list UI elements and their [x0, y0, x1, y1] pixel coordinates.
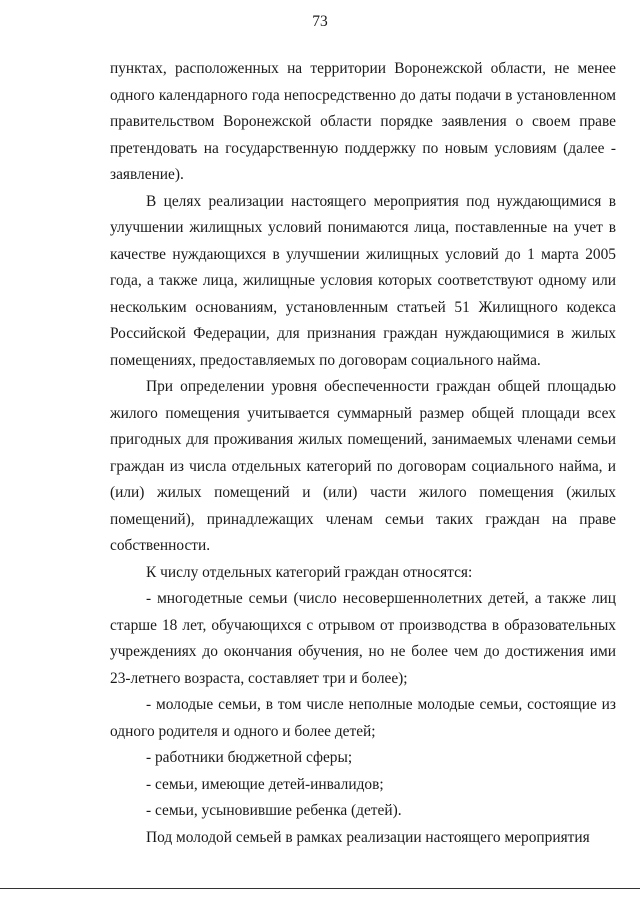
paragraph-young-family-definition: Под молодой семьей в рамках реализации настоящего мероприятия	[146, 828, 590, 846]
list-item-young-families: - молодые семьи, в том числе неполные молодые семьи, состоящие из одного родителя и одного и более детей;	[110, 696, 616, 740]
paragraph-continuation: пунктах, расположенных на территории Воронежской области, не менее одного календарного года непосредственно до даты подачи в установленном правительством Воронежской области порядке заявления о своем праве претендовать на государственную поддержку по новым условиям (далее - заявление).	[110, 60, 616, 183]
page-number: 73	[312, 13, 328, 30]
paragraph-needy-definition: В целях реализации настоящего мероприятия под нуждающимися в улучшении жилищных условий понимаются лица, поставленные на учет в качестве нуждающихся в улучшении жилищных условий до 1 марта 2005 года, а также лица, жилищные условия которых соответствуют одному или нескольким основаниям, установленным статьей 51 Жилищного кодекса Российской Федерации, для признания граждан нуждающимися в жилых помещениях, предоставляемых по договорам социального найма.	[110, 192, 616, 369]
paragraph-categories-intro: К числу отдельных категорий граждан относятся:	[146, 563, 473, 581]
bottom-rule	[0, 888, 640, 889]
list-item-adoptive-families: - семьи, усыновившие ребенка (детей).	[146, 802, 402, 819]
paragraph-area-calculation: При определении уровня обеспеченности граждан общей площадью жилого помещения учитывается суммарный размер общей площади всех пригодных для проживания жилых помещений, занимаемых членами семьи граждан из числа отдельных категорий по договорам социального найма, и (или) жилых помещений и (или) части жилого помещения (жилых помещений), принадлежащих членам семьи таких граждан на праве собственности.	[110, 378, 616, 554]
list-item-public-sector-workers: - работники бюджетной сферы;	[146, 749, 353, 766]
list-item-large-families: - многодетные семьи (число несовершеннолетних детей, а также лиц старше 18 лет, обучающихся с отрывом от производства в образовательных учреждениях до окончания обучения, но не более чем до достижения ими 23-летнего возраста, составляет три и более);	[110, 590, 616, 687]
document-body	[110, 56, 616, 851]
list-item-families-disabled-children: - семьи, имеющие детей-инвалидов;	[146, 775, 384, 793]
